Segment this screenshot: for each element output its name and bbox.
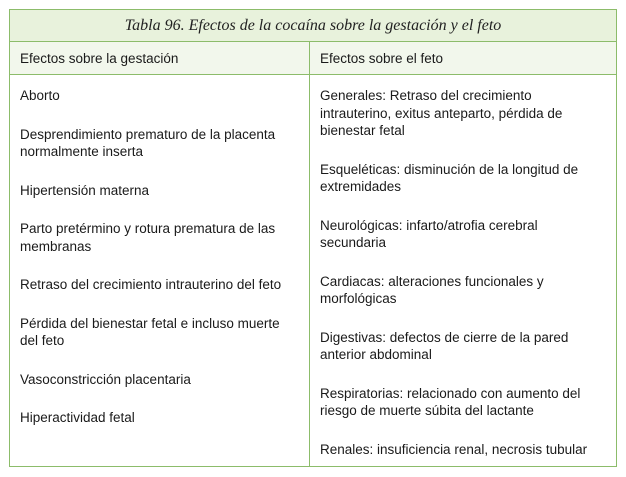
fetus-effect-item: Esqueléticas: disminución de la longitud de extremidades: [320, 161, 579, 194]
effects-table: [9, 9, 617, 467]
gestation-effect-item: Pérdida del bienestar fetal e incluso muerte del feto: [20, 315, 280, 348]
gestation-effect-item: Hipertensión materna: [20, 182, 150, 198]
header-fetus: Efectos sobre el feto: [320, 50, 444, 66]
table-caption: Tabla 96. Efectos de la cocaína sobre la gestación y el feto: [10, 10, 616, 42]
gestation-effect-item: Parto pretérmino y rotura prematura de las membranas: [20, 221, 276, 254]
gestation-effect-item: Hiperactividad fetal: [20, 410, 135, 425]
table-header-row: [10, 42, 616, 75]
fetus-effects-column: [310, 75, 616, 467]
fetus-effect-item: Cardiacas: alteraciones funcionales y morfológicas: [320, 273, 544, 306]
gestation-effect-item: Retraso del crecimiento intrauterino del feto: [20, 277, 282, 292]
gestation-effects-column: [10, 75, 310, 467]
fetus-effect-item: Digestivas: defectos de cierre de la pared anterior abdominal: [320, 329, 569, 362]
gestation-effect-item: Aborto: [20, 88, 60, 103]
fetus-effect-item: Generales: Retraso del crecimiento intrauterino, exitus anteparto, pérdida de bienestar fetal: [320, 88, 563, 138]
fetus-effect-item: Renales: insuficiencia renal, necrosis tubular: [320, 441, 588, 457]
gestation-effect-item: Desprendimiento prematuro de la placenta normalmente inserta: [20, 126, 276, 159]
fetus-effect-item: Respiratorias: relacionado con aumento del riesgo de muerte súbita del lactante: [320, 385, 581, 418]
fetus-effect-item: Neurológicas: infarto/atrofia cerebral secundaria: [320, 217, 538, 250]
gestation-effect-item: Vasoconstricción placentaria: [20, 371, 191, 387]
table-body-row: [10, 75, 616, 467]
header-gestation: Efectos sobre la gestación: [10, 42, 310, 74]
